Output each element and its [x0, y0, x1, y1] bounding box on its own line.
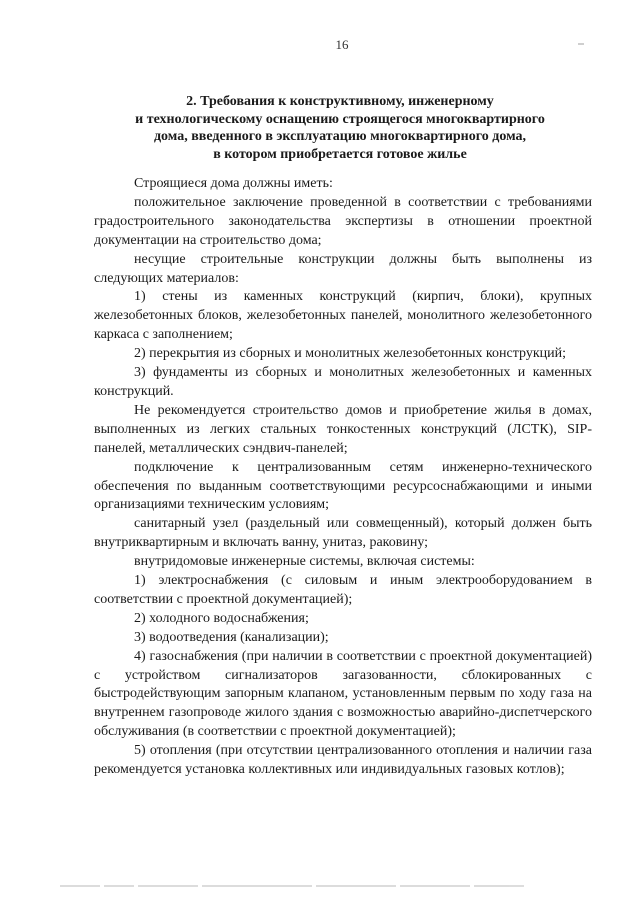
section-title-line: дома, введенного в эксплуатацию многоквартирного дома, [153, 129, 527, 144]
paragraph-not-recommended: Не рекомендуется строительство домов и приобретение жилья в домах, выполненных из легких стальных тонкостенных конструкций (ЛСТК), SIP-панелей, металлических сэндвич-панелей; [94, 402, 592, 456]
body-text [94, 175, 592, 780]
paragraph-expertise: положительное заключение проведенной в соответствии с требованиями градостроительного законодательства экспертизы в отношении проектной документации на строительство дома; [94, 194, 592, 248]
paragraph-cold-water: 2) холодного водоснабжения; [134, 610, 309, 626]
paragraph-intro: Строящиеся дома должны иметь: [134, 176, 333, 191]
paragraph-sanitary: санитарный узел (раздельный или совмещенный), который должен быть внутриквартирным и включать ванну, унитаз, раковину; [94, 516, 592, 551]
paragraph-sewerage: 3) водоотведения (канализации); [134, 629, 329, 645]
section-title-line: в котором приобретается готовое жилье [213, 146, 467, 162]
paragraph-electricity: 1) электроснабжения (с силовым и иным электрооборудованием в соответствии с проектной документацией); [94, 573, 592, 607]
paragraph-utility-connection: подключение к централизованным сетям инженерно-технического обеспечения по выданным соответствующими ресурсоснабжающими и иными организациями техническим условиям; [94, 459, 592, 513]
scan-artifact [60, 884, 580, 888]
paragraph-heating: 5) отопления (при отсутствии централизованного отопления и наличии газа рекомендуется установка коллективных или индивидуальных газовых котлов); [94, 743, 592, 778]
paragraph-walls: 1) стены из каменных конструкций (кирпич, блоки), крупных железобетонных блоков, железобетонных панелей, монолитного железобетонного каркаса с заполнением; [94, 289, 592, 343]
section-title-line: и технологическому оснащению строящегося многоквартирного [135, 111, 545, 127]
section-title-line: 2. Требования к конструктивному, инженерному [186, 94, 494, 109]
paragraph-load-bearing: несущие строительные конструкции должны быть выполнены из следующих материалов: [94, 251, 592, 286]
page-number: 16 [335, 37, 349, 52]
section-title [90, 93, 590, 163]
paragraph-floors: 2) перекрытия из сборных и монолитных железобетонных конструкций; [134, 346, 566, 362]
paragraph-gas: 4) газоснабжения (при наличии в соответствии с проектной документацией) с устройством сигнализаторов загазованности, сблокированных с быстродействующим запорным клапаном, установленным первым по ходу газа на внутреннем газопроводе жилого здания с возможностью аварийно-диспетчерского обслуживания (в соответствии с проектной документацией); [94, 648, 592, 740]
paragraph-foundations: 3) фундаменты из сборных и монолитных железобетонных и каменных конструкций. [94, 365, 592, 399]
scan-mark [578, 43, 584, 45]
paragraph-engineering-systems: внутридомовые инженерные системы, включая системы: [134, 554, 475, 570]
